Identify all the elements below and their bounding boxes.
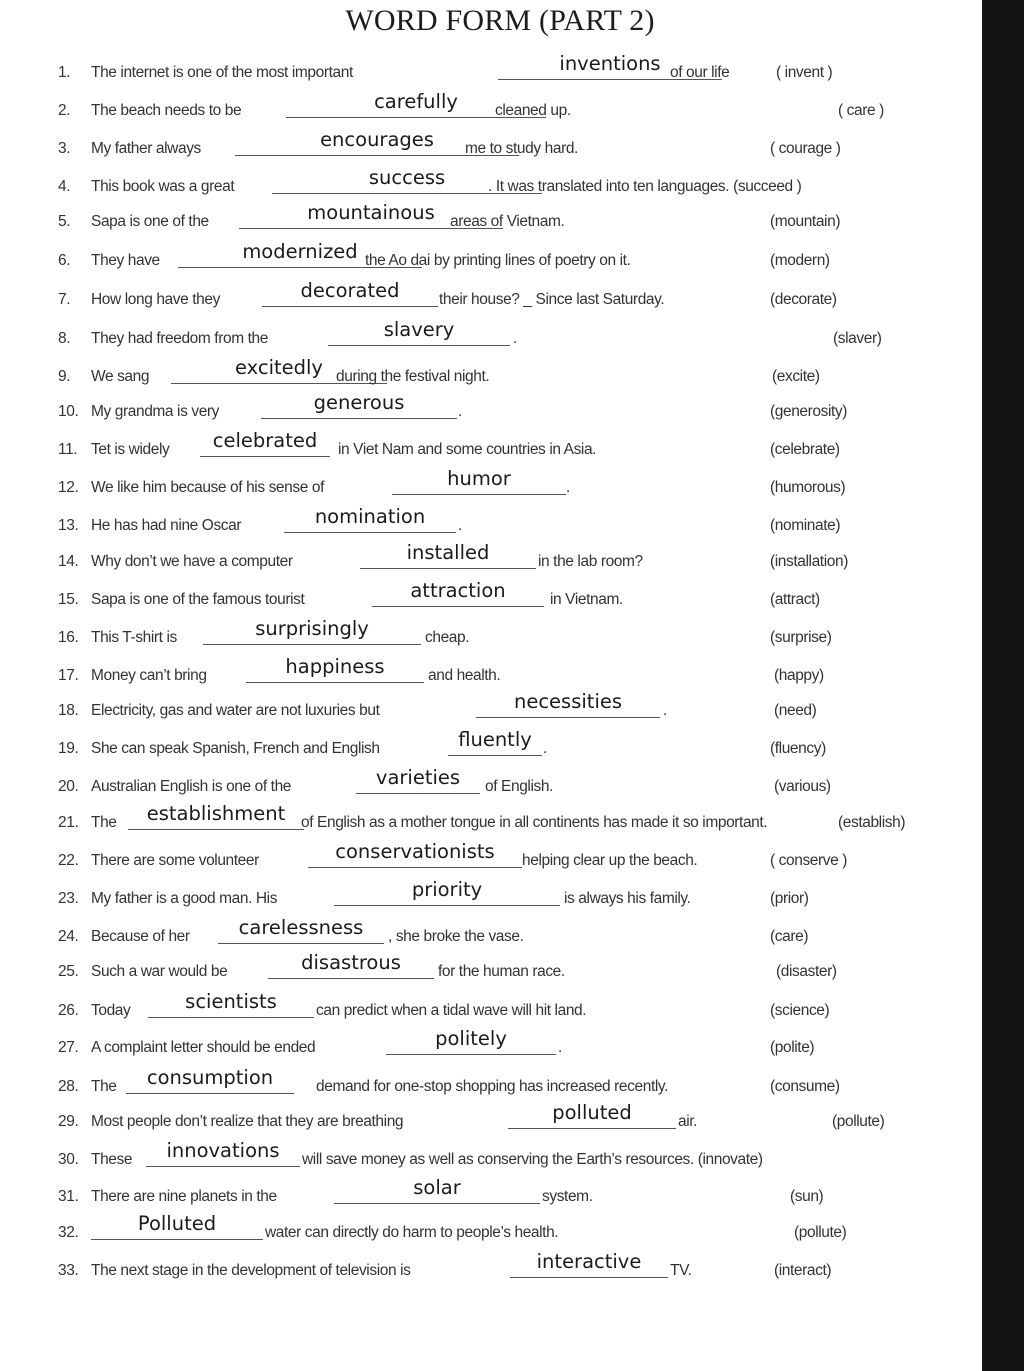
sentence-start: There are nine planets in the — [91, 1188, 277, 1205]
sentence-start: She can speak Spanish, French and English — [91, 740, 380, 757]
root-word-hint: (surprise) — [770, 629, 832, 646]
question-row — [58, 318, 938, 348]
sentence-end: is always his family. — [564, 890, 691, 907]
sentence-end: in the lab room? — [538, 553, 643, 570]
handwritten-answer: Polluted — [137, 1212, 217, 1235]
root-word-hint: (science) — [770, 1002, 830, 1019]
question-number: 14. — [58, 553, 79, 570]
answer-blank-line — [261, 418, 457, 419]
handwritten-answer: inventions — [559, 52, 661, 75]
question-number: 1. — [58, 64, 71, 81]
question-number: 30. — [58, 1151, 79, 1168]
root-word-hint: (care) — [770, 928, 809, 945]
sentence-end: for the human race. — [438, 963, 565, 980]
handwritten-answer: innovations — [166, 1139, 280, 1162]
sentence-end: of English as a mother tongue in all continents has made it so important. — [301, 814, 768, 831]
answer-blank-line — [372, 606, 544, 607]
answer-blank-line — [510, 1277, 668, 1278]
root-word-hint: (excite) — [772, 368, 820, 385]
question-number: 18. — [58, 702, 79, 719]
sentence-end: of our life — [670, 64, 730, 81]
sentence-start: These — [91, 1151, 133, 1168]
handwritten-answer: interactive — [536, 1250, 642, 1273]
sentence-end: . — [558, 1039, 562, 1056]
sentence-end: of English. — [485, 778, 553, 795]
question-number: 3. — [58, 140, 71, 157]
sentence-start: My father is a good man. His — [91, 890, 278, 907]
root-word-hint: (decorate) — [770, 291, 837, 308]
root-word-hint: (generosity) — [770, 403, 848, 420]
question-row — [58, 728, 938, 758]
question-number: 7. — [58, 291, 71, 308]
sentence-end: me to study hard. — [465, 140, 578, 157]
question-row — [58, 541, 938, 571]
question-number: 29. — [58, 1113, 79, 1130]
sentence-start: They had freedom from the — [91, 330, 268, 347]
question-number: 15. — [58, 591, 79, 608]
root-word-hint: (pollute) — [832, 1113, 885, 1130]
answer-blank-line — [284, 532, 456, 533]
question-row — [58, 579, 938, 609]
sentence-start: He has had nine Oscar — [91, 517, 242, 534]
sentence-end: helping clear up the beach. — [522, 852, 698, 869]
root-word-hint: ( care ) — [838, 102, 884, 119]
question-row — [58, 1176, 938, 1206]
handwritten-answer: carefully — [374, 90, 458, 113]
answer-blank-line — [200, 456, 330, 457]
sentence-start: Such a war would be — [91, 963, 228, 980]
sentence-end: and health. — [428, 667, 501, 684]
question-row — [58, 391, 938, 421]
sentence-start: The — [91, 1078, 117, 1095]
sentence-end: demand for one-stop shopping has increased recently. — [316, 1078, 669, 1095]
handwritten-answer: excitedly — [235, 356, 323, 379]
question-row — [58, 166, 938, 196]
question-number: 17. — [58, 667, 79, 684]
question-row — [58, 1066, 938, 1096]
question-number: 22. — [58, 852, 79, 869]
sentence-end: . — [663, 702, 667, 719]
handwritten-answer: installed — [406, 541, 490, 564]
handwritten-answer: encourages — [320, 128, 434, 151]
root-word-hint: (interact) — [774, 1262, 832, 1279]
handwritten-answer: politely — [435, 1027, 507, 1050]
handwritten-answer: success — [368, 166, 446, 189]
handwritten-answer: conservationists — [335, 840, 495, 863]
sentence-end: during the festival night. — [336, 368, 490, 385]
sentence-start: They have — [91, 252, 160, 269]
question-row — [58, 690, 938, 720]
answer-blank-line — [268, 978, 434, 979]
question-number: 31. — [58, 1188, 79, 1205]
question-row — [58, 1250, 938, 1280]
answer-blank-line — [476, 717, 660, 718]
question-number: 19. — [58, 740, 79, 757]
question-row — [58, 429, 938, 459]
root-word-hint: (prior) — [770, 890, 809, 907]
sentence-start: Why don’t we have a computer — [91, 553, 293, 570]
sentence-end: the Ao dai by printing lines of poetry on it. — [365, 252, 631, 269]
answer-blank-line — [328, 345, 510, 346]
question-row — [58, 1101, 938, 1131]
sentence-end: . — [543, 740, 547, 757]
question-number: 26. — [58, 1002, 79, 1019]
handwritten-answer: mountainous — [307, 201, 435, 224]
sentence-start: The internet is one of the most important — [91, 64, 353, 81]
question-number: 33. — [58, 1262, 79, 1279]
sentence-start: Sapa is one of the famous tourist — [91, 591, 305, 608]
question-row — [58, 1027, 938, 1057]
handwritten-answer: disastrous — [301, 951, 401, 974]
question-row — [58, 878, 938, 908]
sentence-start: Most people don’t realize that they are breathing — [91, 1113, 404, 1130]
handwritten-answer: modernized — [242, 240, 358, 263]
sentence-end: , she broke the vase. — [388, 928, 524, 945]
question-number: 9. — [58, 368, 71, 385]
answer-blank-line — [448, 755, 542, 756]
root-word-hint: (happy) — [774, 667, 824, 684]
answer-blank-line — [262, 306, 438, 307]
handwritten-answer: nomination — [314, 505, 426, 528]
handwritten-answer: priority — [411, 878, 483, 901]
question-number: 10. — [58, 403, 79, 420]
answer-blank-line — [334, 905, 560, 906]
sentence-start: This T-shirt is — [91, 629, 177, 646]
question-row — [58, 240, 938, 270]
answer-blank-line — [246, 682, 424, 683]
sentence-start: The next stage in the development of television is — [91, 1262, 411, 1279]
sentence-end: . It was translated into ten languages. (succeed ) — [488, 178, 802, 195]
answer-blank-line — [126, 1093, 294, 1094]
handwritten-answer: humor — [447, 467, 511, 490]
answer-blank-line — [308, 867, 522, 868]
sentence-start: Electricity, gas and water are not luxuries but — [91, 702, 380, 719]
answer-blank-line — [203, 644, 421, 645]
answer-blank-line — [148, 1017, 314, 1018]
sentence-start: A complaint letter should be ended — [91, 1039, 316, 1056]
handwritten-answer: solar — [413, 1176, 461, 1199]
question-row — [58, 467, 938, 497]
sentence-start: My father always — [91, 140, 201, 157]
sentence-start: Sapa is one of the — [91, 213, 209, 230]
question-number: 28. — [58, 1078, 79, 1095]
question-row — [58, 990, 938, 1020]
question-row — [58, 766, 938, 796]
question-row — [58, 617, 938, 647]
handwritten-answer: decorated — [300, 279, 400, 302]
sentence-end: in Viet Nam and some countries in Asia. — [338, 441, 597, 458]
root-word-hint: (humorous) — [770, 479, 846, 496]
sentence-end: . — [458, 517, 462, 534]
dark-edge — [982, 0, 1024, 1371]
question-number: 27. — [58, 1039, 79, 1056]
sentence-end: in Vietnam. — [550, 591, 623, 608]
question-row — [58, 840, 938, 870]
answer-blank-line — [392, 494, 566, 495]
root-word-hint: (installation) — [770, 553, 848, 570]
question-row — [58, 951, 938, 981]
sentence-end: system. — [542, 1188, 593, 1205]
question-number: 20. — [58, 778, 79, 795]
sentence-end: cheap. — [425, 629, 470, 646]
sentence-end: will save money as well as conserving the Earth’s resources. (innovate) — [302, 1151, 763, 1168]
sentence-start: We like him because of his sense of — [91, 479, 324, 496]
sentence-start: How long have they — [91, 291, 220, 308]
question-number: 11. — [58, 441, 78, 458]
question-row — [58, 52, 938, 82]
sentence-start: Today — [91, 1002, 131, 1019]
sentence-end: . — [458, 403, 462, 420]
sentence-start: The — [91, 814, 117, 831]
handwritten-answer: celebrated — [212, 429, 318, 452]
root-word-hint: (fluency) — [770, 740, 826, 757]
sentence-start: There are some volunteer — [91, 852, 259, 869]
question-row — [58, 505, 938, 535]
sentence-start: Australian English is one of the — [91, 778, 292, 795]
root-word-hint: (pollute) — [794, 1224, 847, 1241]
handwritten-answer: polluted — [552, 1101, 632, 1124]
answer-blank-line — [508, 1128, 676, 1129]
question-row — [58, 128, 938, 158]
sentence-end: . — [566, 479, 570, 496]
question-number: 32. — [58, 1224, 79, 1241]
sentence-end: their house? _ Since last Saturday. — [439, 291, 665, 308]
root-word-hint: (celebrate) — [770, 441, 840, 458]
sentence-end: . — [513, 330, 517, 347]
question-number: 4. — [58, 178, 71, 195]
handwritten-answer: generous — [313, 391, 405, 414]
question-number: 21. — [58, 814, 79, 831]
answer-blank-line — [128, 829, 304, 830]
handwritten-answer: fluently — [458, 728, 532, 751]
question-number: 24. — [58, 928, 79, 945]
root-word-hint: (sun) — [790, 1188, 824, 1205]
answer-blank-line — [356, 793, 480, 794]
sentence-end: air. — [678, 1113, 698, 1130]
root-word-hint: ( conserve ) — [770, 852, 848, 869]
sentence-end: areas of Vietnam. — [450, 213, 565, 230]
handwritten-answer: establishment — [146, 802, 286, 825]
root-word-hint: ( invent ) — [776, 64, 833, 81]
root-word-hint: (disaster) — [776, 963, 837, 980]
root-word-hint: (various) — [774, 778, 831, 795]
handwritten-answer: necessities — [513, 690, 623, 713]
question-number: 12. — [58, 479, 79, 496]
question-row — [58, 802, 938, 832]
handwritten-answer: surprisingly — [255, 617, 369, 640]
root-word-hint: (establish) — [838, 814, 906, 831]
question-number: 16. — [58, 629, 79, 646]
handwritten-answer: consumption — [146, 1066, 274, 1089]
question-row — [58, 916, 938, 946]
question-number: 25. — [58, 963, 79, 980]
question-row — [58, 90, 938, 120]
question-row — [58, 201, 938, 231]
sentence-start: Tet is widely — [91, 441, 170, 458]
question-number: 6. — [58, 252, 71, 269]
question-number: 23. — [58, 890, 79, 907]
handwritten-answer: happiness — [285, 655, 385, 678]
sentence-end: water can directly do harm to people’s health. — [265, 1224, 559, 1241]
question-number: 2. — [58, 102, 71, 119]
root-word-hint: (polite) — [770, 1039, 815, 1056]
question-row — [58, 356, 938, 386]
handwritten-answer: attraction — [410, 579, 506, 602]
question-number: 5. — [58, 213, 71, 230]
answer-blank-line — [360, 568, 536, 569]
question-row — [58, 279, 938, 309]
sentence-start: Because of her — [91, 928, 190, 945]
handwritten-answer: slavery — [383, 318, 455, 341]
answer-blank-line — [146, 1166, 300, 1167]
handwritten-answer: carelessness — [238, 916, 364, 939]
handwritten-answer: scientists — [185, 990, 277, 1013]
sentence-end: cleaned up. — [495, 102, 571, 119]
question-row — [58, 1212, 938, 1242]
sentence-start: My grandma is very — [91, 403, 220, 420]
root-word-hint: ( courage ) — [770, 140, 841, 157]
root-word-hint: (consume) — [770, 1078, 840, 1095]
question-number: 8. — [58, 330, 71, 347]
question-row — [58, 655, 938, 685]
question-number: 13. — [58, 517, 79, 534]
root-word-hint: (attract) — [770, 591, 820, 608]
sentence-start: This book was a great — [91, 178, 235, 195]
answer-blank-line — [91, 1239, 263, 1240]
question-row — [58, 1139, 938, 1169]
answer-blank-line — [218, 943, 384, 944]
sentence-end: can predict when a tidal wave will hit land. — [316, 1002, 587, 1019]
sentence-end: TV. — [670, 1262, 692, 1279]
answer-blank-line — [386, 1054, 556, 1055]
answer-blank-line — [334, 1203, 540, 1204]
root-word-hint: (nominate) — [770, 517, 841, 534]
root-word-hint: (mountain) — [770, 213, 841, 230]
sentence-start: The beach needs to be — [91, 102, 242, 119]
root-word-hint: (modern) — [770, 252, 830, 269]
root-word-hint: (need) — [774, 702, 817, 719]
sentence-start: Money can’t bring — [91, 667, 207, 684]
page-title: WORD FORM (PART 2) — [345, 4, 655, 37]
handwritten-answer: varieties — [375, 766, 461, 789]
root-word-hint: (slaver) — [833, 330, 882, 347]
sentence-start: We sang — [91, 368, 150, 385]
